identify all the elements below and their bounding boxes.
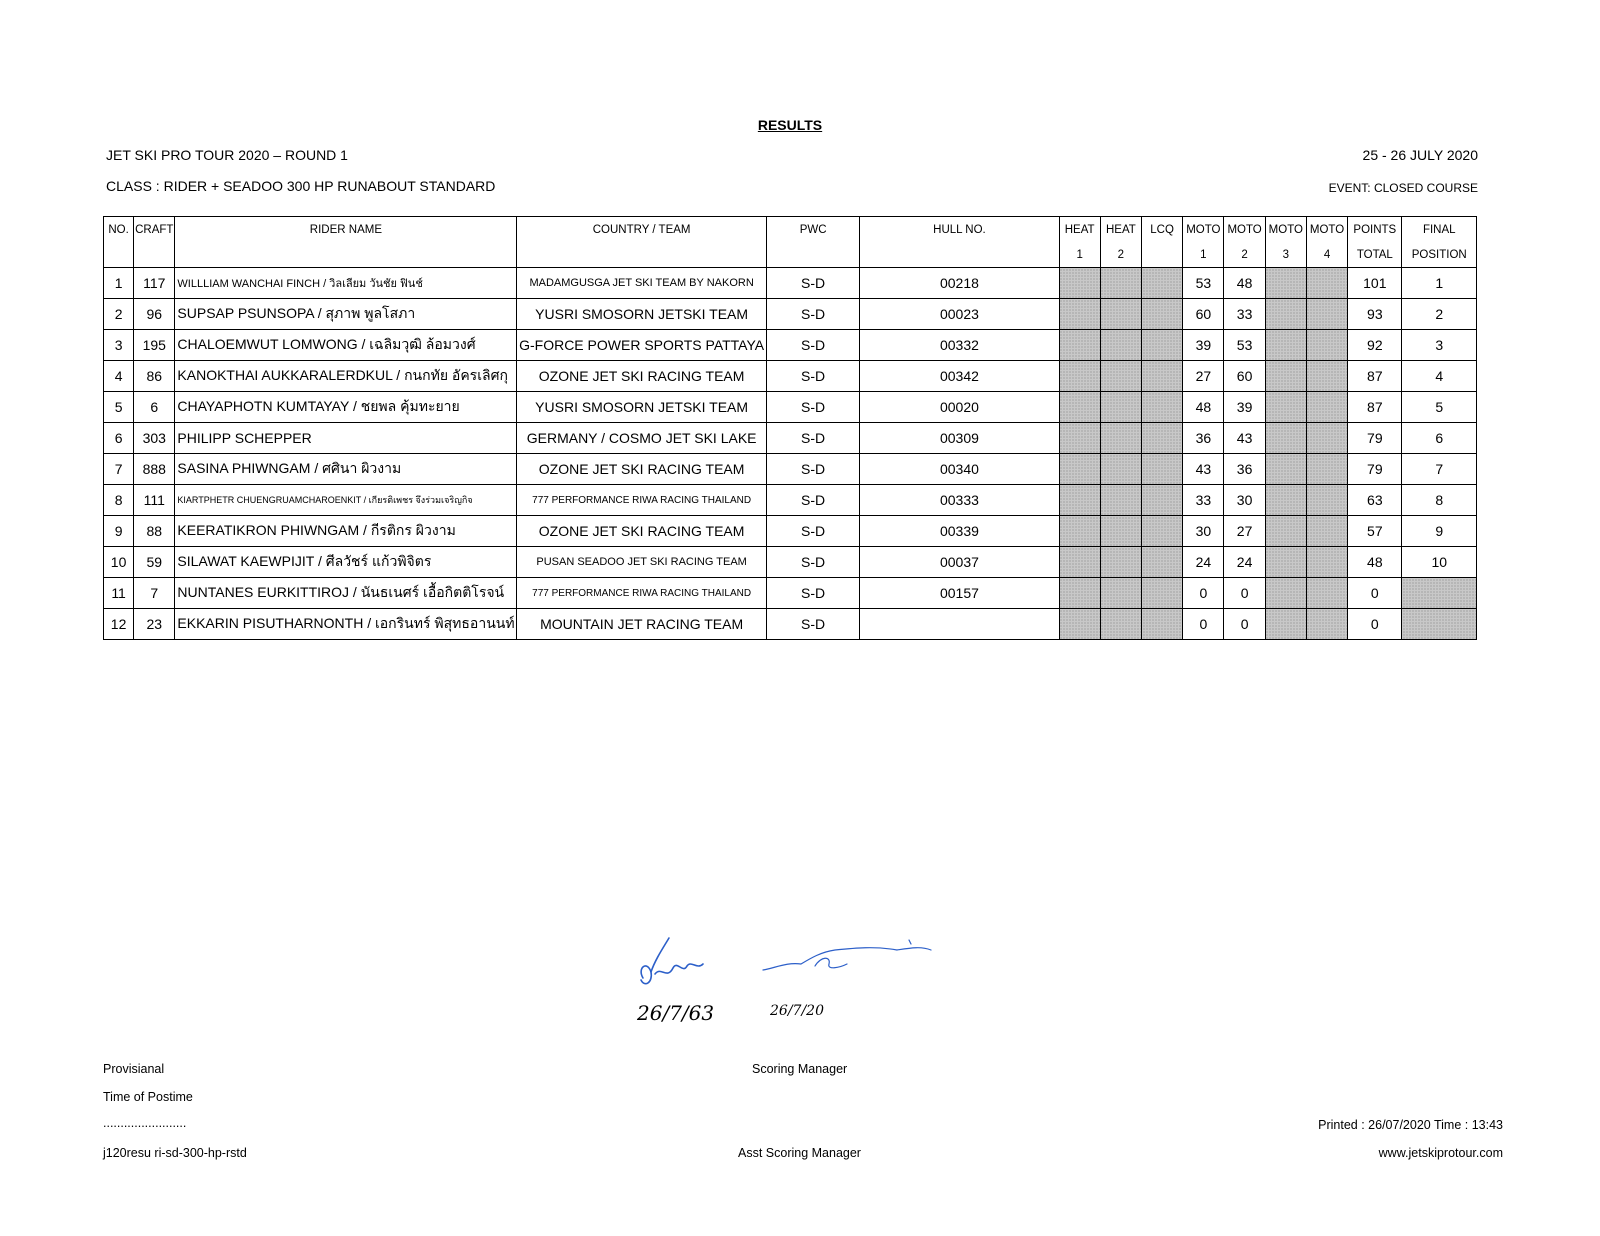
cell-no: 10 [104,547,134,578]
cell-moto1: 30 [1183,516,1224,547]
table-row [104,578,1477,609]
cell-hull [860,609,1059,640]
col-header-no: NO. [104,217,134,243]
col-header-craft: CRAFT [134,217,175,243]
event-dates: 25 - 26 JULY 2020 [1362,147,1478,163]
cell-rider: SUPSAP PSUNSOPA / สุภาพ พูลโสภา [175,299,517,330]
cell-final: 9 [1402,516,1477,547]
cell-heat1 [1059,547,1100,578]
cell-moto2: 60 [1224,361,1265,392]
cell-heat2 [1100,516,1141,547]
cell-no: 6 [104,423,134,454]
cell-lcq [1142,423,1183,454]
cell-heat1 [1059,330,1100,361]
col-subheader-heat2: 2 [1100,242,1141,268]
signature-2 [763,940,931,970]
col-header-lcq: LCQ [1142,217,1183,243]
asst-scoring-manager-label: Asst Scoring Manager [738,1146,861,1160]
cell-heat1 [1059,578,1100,609]
cell-pwc: S-D [766,299,860,330]
cell-heat1 [1059,392,1100,423]
cell-lcq [1142,609,1183,640]
cell-moto2: 53 [1224,330,1265,361]
cell-heat2 [1100,547,1141,578]
cell-pwc: S-D [766,454,860,485]
cell-rider: WILLLIAM WANCHAI FINCH / วิลเลียม วันชัย ฟินช์ [175,268,517,299]
cell-moto3 [1265,454,1306,485]
cell-moto1: 48 [1183,392,1224,423]
col-subheader-moto4: 4 [1306,242,1347,268]
cell-heat1 [1059,516,1100,547]
cell-moto3 [1265,609,1306,640]
cell-team: YUSRI SMOSORN JETSKI TEAM [517,299,766,330]
col-subheader-moto3: 3 [1265,242,1306,268]
cell-moto3 [1265,268,1306,299]
cell-pwc: S-D [766,609,860,640]
cell-moto2: 36 [1224,454,1265,485]
table-row [104,268,1477,299]
cell-final: 3 [1402,330,1477,361]
cell-moto3 [1265,516,1306,547]
col-subheader-moto1: 1 [1183,242,1224,268]
col-header-heat2: HEAT [1100,217,1141,243]
col-subheader-points: TOTAL [1348,242,1402,268]
cell-moto2: 43 [1224,423,1265,454]
table-row [104,299,1477,330]
cell-pwc: S-D [766,392,860,423]
cell-no: 9 [104,516,134,547]
website-link[interactable]: www.jetskiprotour.com [1378,1146,1503,1160]
cell-final [1402,578,1477,609]
cell-no: 8 [104,485,134,516]
cell-hull: 00023 [860,299,1059,330]
cell-moto4 [1306,609,1347,640]
col-header-team: COUNTRY / TEAM [517,217,766,243]
cell-lcq [1142,268,1183,299]
cell-hull: 00340 [860,454,1059,485]
cell-hull: 00218 [860,268,1059,299]
col-header-hull: HULL NO. [860,217,1059,243]
cell-pwc: S-D [766,423,860,454]
cell-moto1: 43 [1183,454,1224,485]
cell-moto4 [1306,578,1347,609]
cell-points: 57 [1348,516,1402,547]
cell-final: 1 [1402,268,1477,299]
cell-lcq [1142,485,1183,516]
cell-points: 92 [1348,330,1402,361]
cell-moto3 [1265,547,1306,578]
col-subheader-moto2: 2 [1224,242,1265,268]
cell-moto1: 33 [1183,485,1224,516]
cell-team: GERMANY / COSMO JET SKI LAKE [517,423,766,454]
cell-lcq [1142,516,1183,547]
cell-rider: CHALOEMWUT LOMWONG / เฉลิมวุฒิ ล้อมวงศ์ [175,330,517,361]
col-header-rider: RIDER NAME [175,217,517,243]
col-header-moto4: MOTO [1306,217,1347,243]
cell-no: 7 [104,454,134,485]
cell-heat1 [1059,454,1100,485]
cell-moto1: 36 [1183,423,1224,454]
cell-points: 0 [1348,609,1402,640]
cell-team: MOUNTAIN JET RACING TEAM [517,609,766,640]
col-header-moto2: MOTO [1224,217,1265,243]
col-subheader-heat1: 1 [1059,242,1100,268]
cell-final: 4 [1402,361,1477,392]
cell-heat2 [1100,423,1141,454]
cell-craft: 59 [134,547,175,578]
page-title: RESULTS [757,117,823,133]
table-row [104,423,1477,454]
cell-lcq [1142,299,1183,330]
cell-no: 1 [104,268,134,299]
cell-team: 777 PERFORMANCE RIWA RACING THAILAND [517,485,766,516]
cell-moto3 [1265,361,1306,392]
cell-moto4 [1306,268,1347,299]
cell-hull: 00342 [860,361,1059,392]
cell-moto3 [1265,392,1306,423]
signature-1 [641,938,703,984]
cell-moto4 [1306,516,1347,547]
signature-1-date: 26/7/63 [637,1001,715,1025]
cell-no: 2 [104,299,134,330]
cell-craft: 88 [134,516,175,547]
cell-craft: 7 [134,578,175,609]
cell-rider: KEERATIKRON PHIWNGAM / กีรติกร ผิวงาม [175,516,517,547]
cell-hull: 00037 [860,547,1059,578]
cell-no: 11 [104,578,134,609]
cell-craft: 111 [134,485,175,516]
cell-final [1402,609,1477,640]
cell-moto3 [1265,578,1306,609]
class-label: CLASS : RIDER + SEADOO 300 HP RUNABOUT STANDARD [106,178,496,194]
cell-moto4 [1306,330,1347,361]
printed-timestamp: Printed : 26/07/2020 Time : 13:43 [1318,1118,1503,1132]
cell-heat1 [1059,268,1100,299]
cell-moto2: 30 [1224,485,1265,516]
cell-moto4 [1306,299,1347,330]
cell-craft: 23 [134,609,175,640]
signature-area [625,930,945,1040]
cell-hull: 00332 [860,330,1059,361]
cell-points: 63 [1348,485,1402,516]
cell-team: OZONE JET SKI RACING TEAM [517,516,766,547]
cell-heat2 [1100,392,1141,423]
cell-points: 79 [1348,454,1402,485]
table-row [104,330,1477,361]
cell-moto1: 27 [1183,361,1224,392]
cell-hull: 00309 [860,423,1059,454]
cell-pwc: S-D [766,547,860,578]
provisional-label: Provisianal [103,1062,165,1076]
event-name: JET SKI PRO TOUR 2020 – ROUND 1 [106,147,348,163]
cell-final: 5 [1402,392,1477,423]
cell-heat2 [1100,330,1141,361]
cell-moto1: 60 [1183,299,1224,330]
cell-moto3 [1265,485,1306,516]
cell-team: 777 PERFORMANCE RIWA RACING THAILAND [517,578,766,609]
col-header-moto1: MOTO [1183,217,1224,243]
col-header-heat1: HEAT [1059,217,1100,243]
cell-points: 87 [1348,361,1402,392]
cell-craft: 195 [134,330,175,361]
cell-heat2 [1100,299,1141,330]
cell-moto1: 0 [1183,578,1224,609]
cell-moto1: 53 [1183,268,1224,299]
cell-team: MADAMGUSGA JET SKI TEAM BY NAKORN [517,268,766,299]
cell-heat1 [1059,485,1100,516]
table-row [104,454,1477,485]
cell-moto4 [1306,392,1347,423]
cell-craft: 117 [134,268,175,299]
cell-heat1 [1059,609,1100,640]
results-table [103,216,1477,640]
cell-pwc: S-D [766,516,860,547]
scoring-manager-label: Scoring Manager [752,1062,848,1076]
cell-final: 7 [1402,454,1477,485]
col-header-points: POINTS [1348,217,1402,243]
cell-moto4 [1306,547,1347,578]
cell-craft: 6 [134,392,175,423]
cell-lcq [1142,454,1183,485]
event-type: EVENT: CLOSED COURSE [1328,181,1478,195]
cell-hull: 00333 [860,485,1059,516]
cell-heat2 [1100,485,1141,516]
cell-moto2: 39 [1224,392,1265,423]
cell-hull: 00339 [860,516,1059,547]
cell-no: 12 [104,609,134,640]
cell-hull: 00020 [860,392,1059,423]
cell-moto2: 0 [1224,609,1265,640]
cell-moto4 [1306,423,1347,454]
table-row [104,485,1477,516]
cell-moto2: 48 [1224,268,1265,299]
cell-craft: 86 [134,361,175,392]
cell-pwc: S-D [766,361,860,392]
cell-final: 10 [1402,547,1477,578]
cell-final: 6 [1402,423,1477,454]
cell-moto1: 0 [1183,609,1224,640]
cell-points: 101 [1348,268,1402,299]
postime-blank: ........................ [103,1116,187,1130]
signature-2-date: 26/7/20 [770,1003,824,1019]
cell-team: OZONE JET SKI RACING TEAM [517,454,766,485]
cell-rider: KANOKTHAI AUKKARALERDKUL / กนกทัย อัครเลิศกุ [175,361,517,392]
cell-no: 4 [104,361,134,392]
cell-moto3 [1265,330,1306,361]
cell-rider: PHILIPP SCHEPPER [175,423,517,454]
cell-rider: SILAWAT KAEWPIJIT / ศีลวัชร์ แก้วพิจิตร [175,547,517,578]
cell-moto4 [1306,454,1347,485]
cell-rider: KIARTPHETR CHUENGRUAMCHAROENKIT / เกียรติเพชร จึงร่วมเจริญกิจ [175,485,517,516]
cell-heat1 [1059,361,1100,392]
cell-moto3 [1265,423,1306,454]
cell-team: YUSRI SMOSORN JETSKI TEAM [517,392,766,423]
cell-moto1: 39 [1183,330,1224,361]
cell-pwc: S-D [766,485,860,516]
cell-heat2 [1100,268,1141,299]
cell-moto3 [1265,299,1306,330]
col-header-final: FINAL [1402,217,1477,243]
cell-lcq [1142,578,1183,609]
cell-lcq [1142,547,1183,578]
cell-heat2 [1100,361,1141,392]
table-row [104,392,1477,423]
cell-pwc: S-D [766,330,860,361]
cell-moto4 [1306,361,1347,392]
table-row [104,516,1477,547]
cell-points: 79 [1348,423,1402,454]
table-row [104,361,1477,392]
cell-points: 0 [1348,578,1402,609]
cell-lcq [1142,392,1183,423]
cell-craft: 888 [134,454,175,485]
cell-heat1 [1059,299,1100,330]
cell-pwc: S-D [766,268,860,299]
col-header-pwc: PWC [766,217,860,243]
cell-no: 5 [104,392,134,423]
cell-lcq [1142,330,1183,361]
cell-moto2: 33 [1224,299,1265,330]
time-of-postime-label: Time of Postime [103,1090,193,1104]
cell-moto2: 27 [1224,516,1265,547]
cell-moto4 [1306,485,1347,516]
cell-no: 3 [104,330,134,361]
cell-team: OZONE JET SKI RACING TEAM [517,361,766,392]
file-code: j120resu ri-sd-300-hp-rstd [103,1146,247,1160]
cell-final: 8 [1402,485,1477,516]
cell-rider: CHAYAPHOTN KUMTAYAY / ชยพล คุ้มทะยาย [175,392,517,423]
cell-heat2 [1100,609,1141,640]
cell-moto2: 24 [1224,547,1265,578]
cell-points: 48 [1348,547,1402,578]
cell-moto1: 24 [1183,547,1224,578]
cell-final: 2 [1402,299,1477,330]
cell-moto2: 0 [1224,578,1265,609]
cell-heat2 [1100,578,1141,609]
cell-points: 87 [1348,392,1402,423]
table-row [104,547,1477,578]
cell-hull: 00157 [860,578,1059,609]
table-row [104,609,1477,640]
cell-craft: 303 [134,423,175,454]
cell-rider: NUNTANES EURKITTIROJ / นันธเนศร์ เอื้อกิตติโรจน์ [175,578,517,609]
cell-pwc: S-D [766,578,860,609]
cell-rider: EKKARIN PISUTHARNONTH / เอกรินทร์ พิสุทธอานนท์ [175,609,517,640]
cell-craft: 96 [134,299,175,330]
cell-team: PUSAN SEADOO JET SKI RACING TEAM [517,547,766,578]
cell-heat2 [1100,454,1141,485]
col-subheader-final: POSITION [1402,242,1477,268]
cell-heat1 [1059,423,1100,454]
cell-rider: SASINA PHIWNGAM / ศศินา ผิวงาม [175,454,517,485]
cell-points: 93 [1348,299,1402,330]
cell-team: G-FORCE POWER SPORTS PATTAYA [517,330,766,361]
cell-lcq [1142,361,1183,392]
col-header-moto3: MOTO [1265,217,1306,243]
